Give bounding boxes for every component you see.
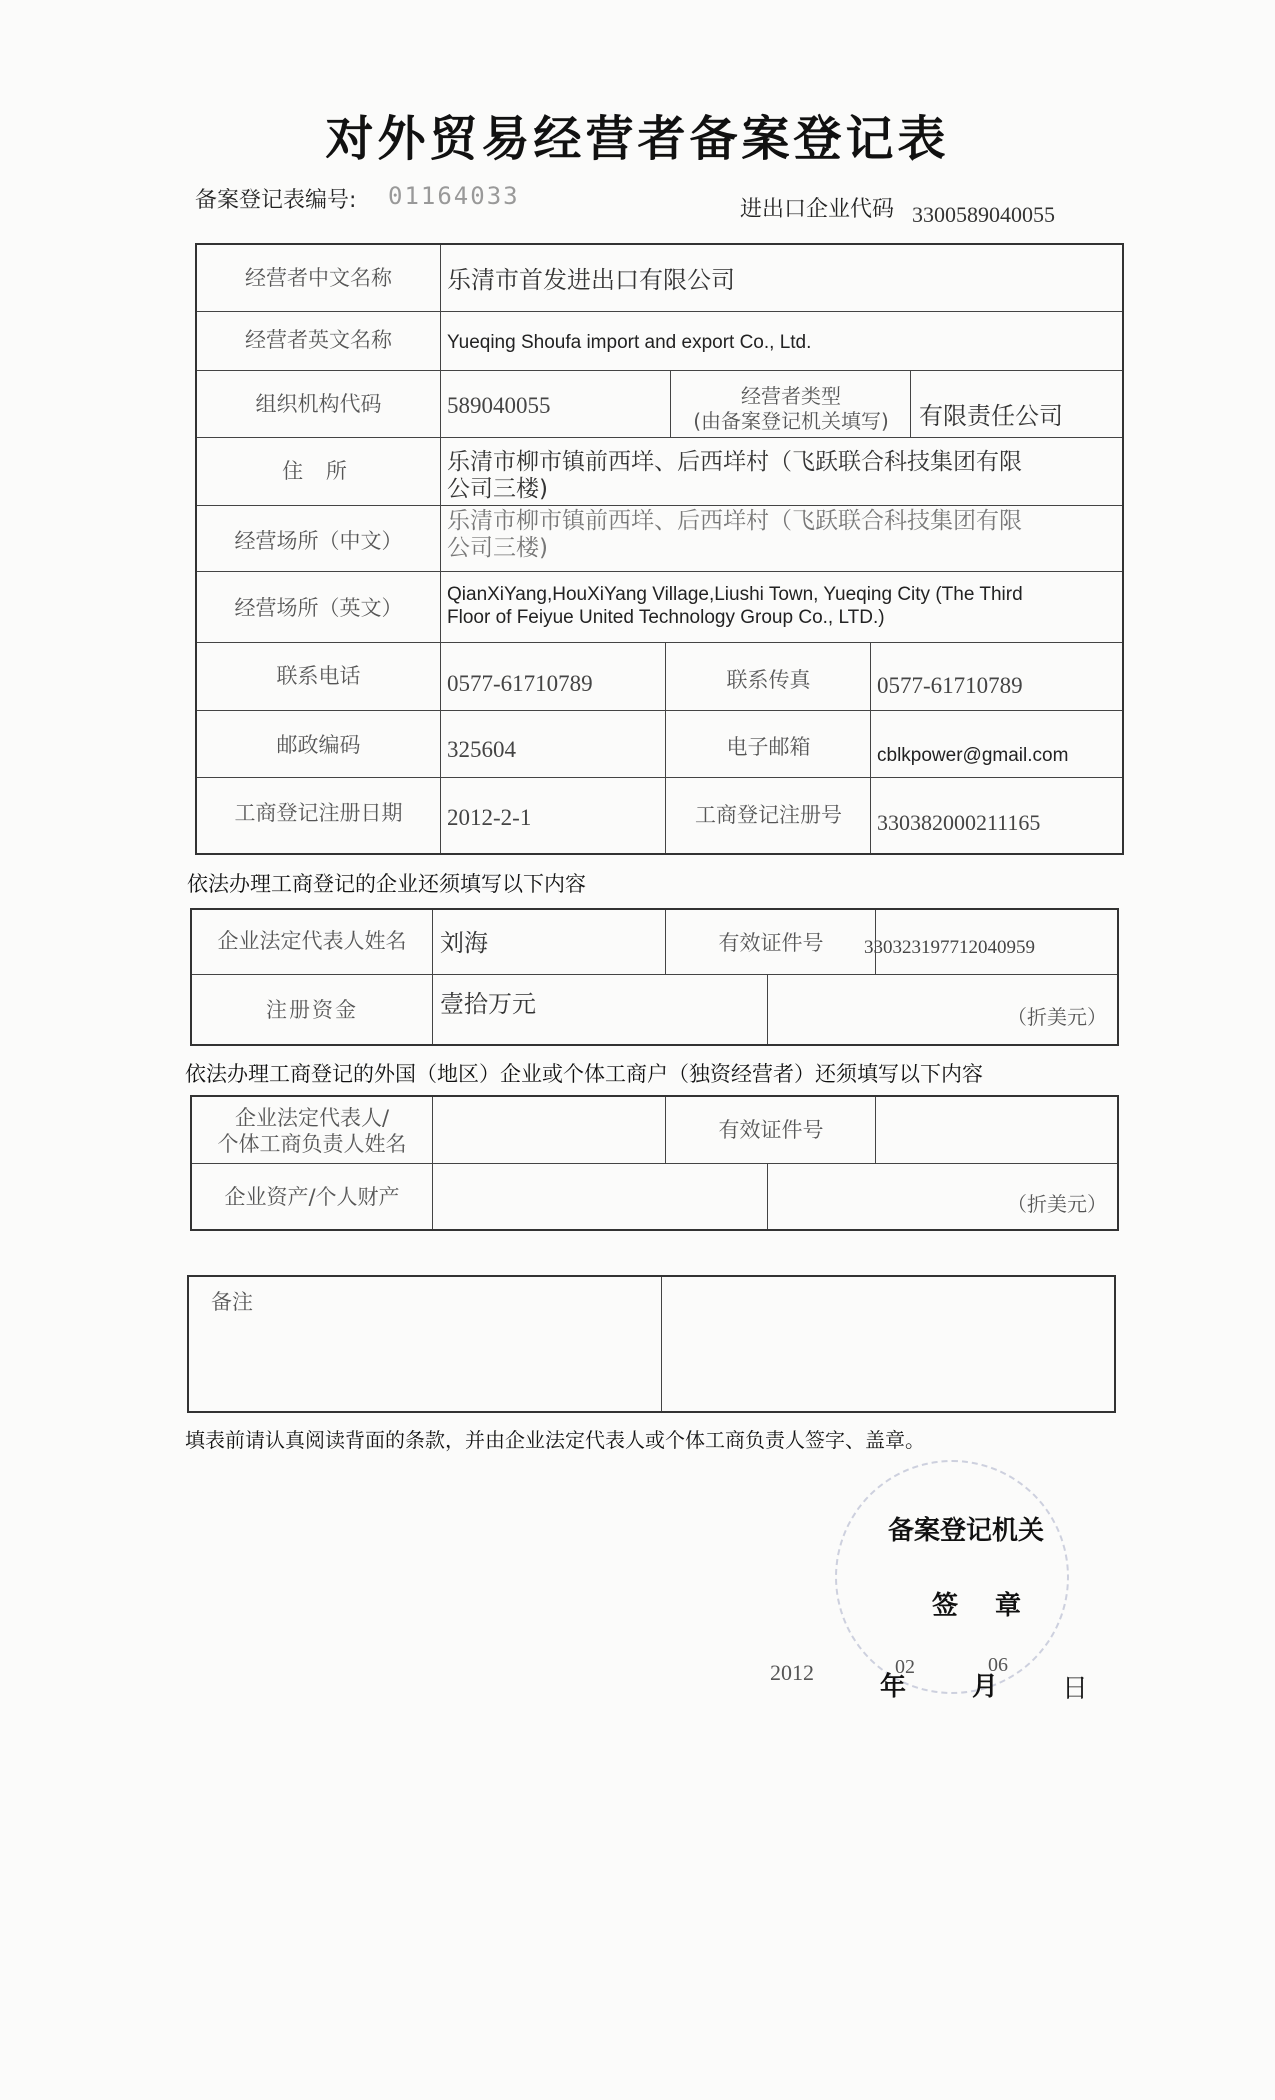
id-number-value: 330323197712040959: [864, 937, 1035, 958]
org-code-label: 组织机构代码: [255, 392, 382, 416]
capital-usd-note: （折美元）: [1007, 1005, 1107, 1029]
address-label: 住 所: [282, 459, 355, 483]
operator-type-note: (由备案登记机关填写): [693, 409, 889, 433]
foreign-id-label: 有效证件号: [718, 1118, 824, 1142]
assets-usd-note: （折美元）: [1007, 1192, 1107, 1216]
cn-name-value: 乐清市首发进出口有限公司: [447, 266, 735, 294]
org-code-value: 589040055: [447, 393, 551, 418]
domestic-table: [190, 908, 1119, 1046]
premises-en-line-1: QianXiYang,HouXiYang Village,Liushi Town, Yueqing City (The Third: [447, 584, 1023, 605]
foreign-table: [190, 1095, 1119, 1231]
authority-title: 备案登记机关: [888, 1516, 1045, 1546]
date-day-label: 日: [1062, 1674, 1089, 1704]
enterprise-code-label: 进出口企业代码: [740, 197, 895, 222]
postcode-label: 邮政编码: [276, 733, 361, 757]
operator-type-value: 有限责任公司: [919, 402, 1063, 430]
phone-value: 0577-61710789: [447, 671, 593, 696]
phone-label: 联系电话: [276, 664, 361, 688]
address-line-1: 乐清市柳市镇前西垟、后西垟村（飞跃联合科技集团有限: [447, 449, 1022, 475]
remarks-label: 备注: [211, 1290, 253, 1314]
premises-cn-line-1: 乐清市柳市镇前西垟、后西垟村（飞跃联合科技集团有限: [447, 508, 1022, 534]
date-month-label: 月: [972, 1672, 999, 1702]
date-day-value: 06: [988, 1654, 1008, 1676]
postcode-value: 325604: [447, 737, 516, 762]
authority-seal-label: 签 章: [932, 1591, 1036, 1621]
foreign-rep-label-2: 个体工商负责人姓名: [217, 1132, 407, 1156]
capital-value: 壹拾万元: [440, 990, 536, 1018]
email-value: cblkpower@gmail.com: [877, 745, 1069, 766]
cn-name-label: 经营者中文名称: [245, 266, 392, 290]
id-number-label: 有效证件号: [718, 931, 824, 955]
premises-cn-line-2: 公司三楼): [447, 535, 548, 561]
assets-label: 企业资产/个人财产: [224, 1185, 400, 1209]
legal-rep-label: 企业法定代表人姓名: [217, 929, 407, 953]
main-registration-table: [195, 243, 1124, 855]
date-year-value: 2012: [770, 1660, 814, 1685]
authority-seal: [835, 1460, 1069, 1694]
remarks-box: [187, 1275, 1116, 1413]
fax-label: 联系传真: [726, 668, 811, 692]
email-label: 电子邮箱: [726, 735, 811, 759]
premises-en-line-2: Floor of Feiyue United Technology Group Co., LTD.): [447, 607, 885, 628]
reg-date-label: 工商登记注册日期: [234, 801, 403, 825]
footer-instruction: 填表前请认真阅读背面的条款，并由企业法定代表人或个体工商负责人签字、盖章。: [185, 1428, 925, 1452]
operator-type-label: 经营者类型: [741, 384, 841, 408]
foreign-rep-label-1: 企业法定代表人/: [234, 1106, 390, 1130]
domestic-section-heading: 依法办理工商登记的企业还须填写以下内容: [187, 872, 586, 896]
legal-rep-value: 刘海: [440, 929, 488, 957]
serial-value: 01164033: [388, 182, 520, 210]
premises-cn-label: 经营场所（中文）: [234, 529, 403, 553]
date-month-value: 02: [895, 1656, 915, 1678]
address-line-2: 公司三楼): [447, 476, 548, 502]
capital-label: 注册资金: [266, 998, 358, 1022]
en-name-value: Yueqing Shoufa import and export Co., Ltd.: [447, 332, 812, 353]
form-title: 对外贸易经营者备案登记表: [325, 111, 950, 167]
reg-date-value: 2012-2-1: [447, 805, 532, 830]
reg-no-value: 330382000211165: [877, 810, 1041, 835]
enterprise-code-value: 3300589040055: [912, 202, 1055, 227]
en-name-label: 经营者英文名称: [245, 328, 392, 352]
foreign-section-heading: 依法办理工商登记的外国（地区）企业或个体工商户（独资经营者）还须填写以下内容: [185, 1062, 983, 1086]
premises-en-label: 经营场所（英文）: [234, 596, 403, 620]
serial-label: 备案登记表编号:: [195, 188, 357, 213]
fax-value: 0577-61710789: [877, 673, 1023, 698]
reg-no-label: 工商登记注册号: [695, 803, 842, 827]
date-year-label: 年: [880, 1672, 907, 1702]
